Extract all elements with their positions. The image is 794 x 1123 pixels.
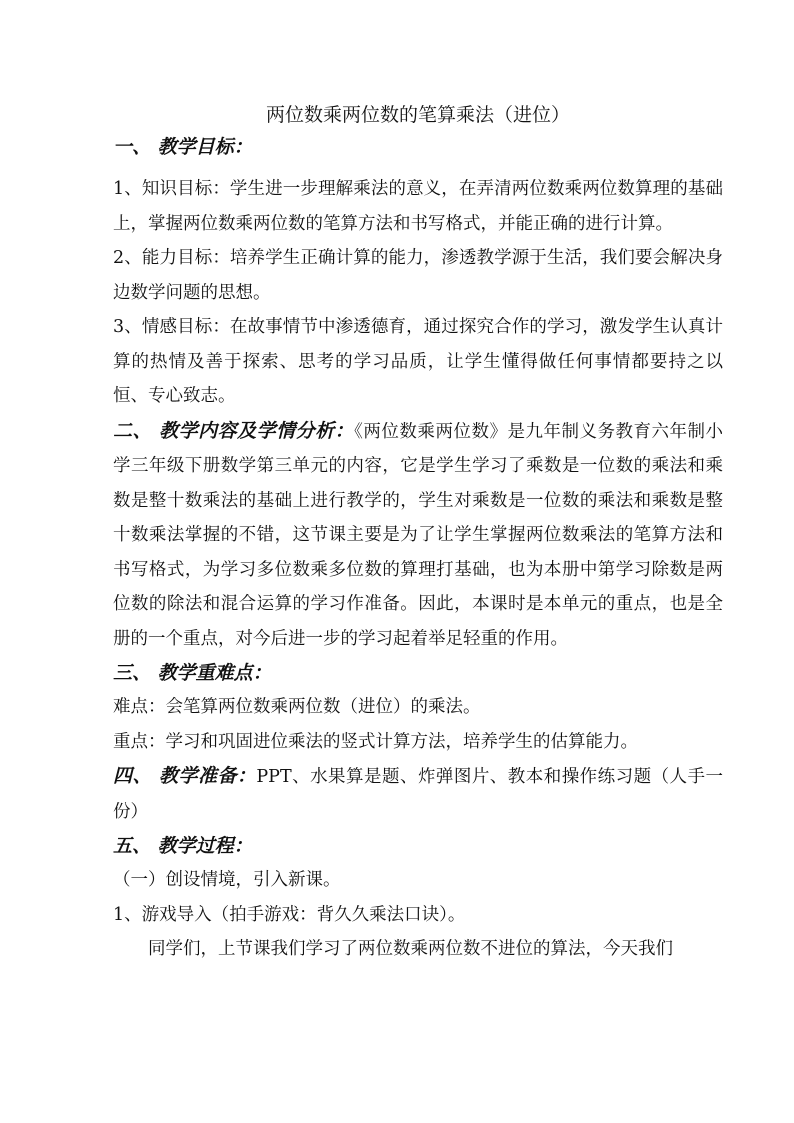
preparation-paragraph (113, 759, 723, 829)
section-heading-key-points: 三、 教学重难点： (113, 662, 272, 684)
process-intro-text: 同学们，上节课我们学习了两位数乘两位数不进位的算法，今天我们 (148, 939, 673, 959)
difficulty-point: 难点：会笔算两位数乘两位数（进位）的乘法。 (113, 697, 481, 717)
document-title: 两位数乘两位数的笔算乘法（进位） (265, 104, 570, 126)
section-heading-process: 五、 教学过程： (113, 835, 253, 857)
content-analysis-paragraph (113, 414, 723, 657)
preparation-text: PPT、水果算是题、炸弹图片、教本和操作练习题（人手一份） (113, 767, 723, 822)
objective-emotion: 3、情感目标：在故事情节中渗透德育，通过探究合作的学习，激发学生认真计算的热情及善于探索、思考的学习品质，让学生懂得做任何事情都要持之以恒、专心致志。 (113, 317, 723, 406)
process-step-1: （一）创设情境，引入新课。 (113, 870, 341, 890)
section-heading-content-analysis: 二、 教学内容及学情分析： (113, 419, 355, 442)
document-page (113, 100, 723, 967)
content-analysis-text: 《两位数乘两位数》是九年制义务教育六年制小学三年级下册数学第三单元的内容，它是学生学习了乘数是一位数的乘法和乘数是整十数乘法的基础上进行教学的，学生对乘数是一位数的乘法和乘数是整十数乘法掌握的不错，这节课主要是为了让学生掌握两位数乘法的笔算方法和书写格式，为学习多位数乘多位数的算理打基础，也为本册中第学习除数是两位数的除法和混合运算的学习作准备。因此，本课时是本单元的重点，也是全册的一个重点，对今后进一步的学习起着举足轻重的作用。 (113, 421, 723, 649)
objective-knowledge: 1、知识目标：学生进一步理解乘法的意义，在弄清两位数乘两位数算理的基础上，掌握两位数乘两位数的笔算方法和书写格式，并能正确的进行计算。 (113, 179, 723, 234)
process-step-game: 1、游戏导入（拍手游戏：背久久乘法口诀）。 (113, 904, 466, 925)
section-heading-preparation: 四、 教学准备： (113, 765, 257, 787)
key-point: 重点：学习和巩固进位乘法的竖式计算方法，培养学生的估算能力。 (113, 731, 638, 752)
objective-ability: 2、能力目标：培养学生正确计算的能力，渗透教学源于生活，我们要会解决身边数学问题的思想。 (113, 248, 723, 303)
section-heading-objectives: 一、 教学目标： (113, 136, 253, 158)
